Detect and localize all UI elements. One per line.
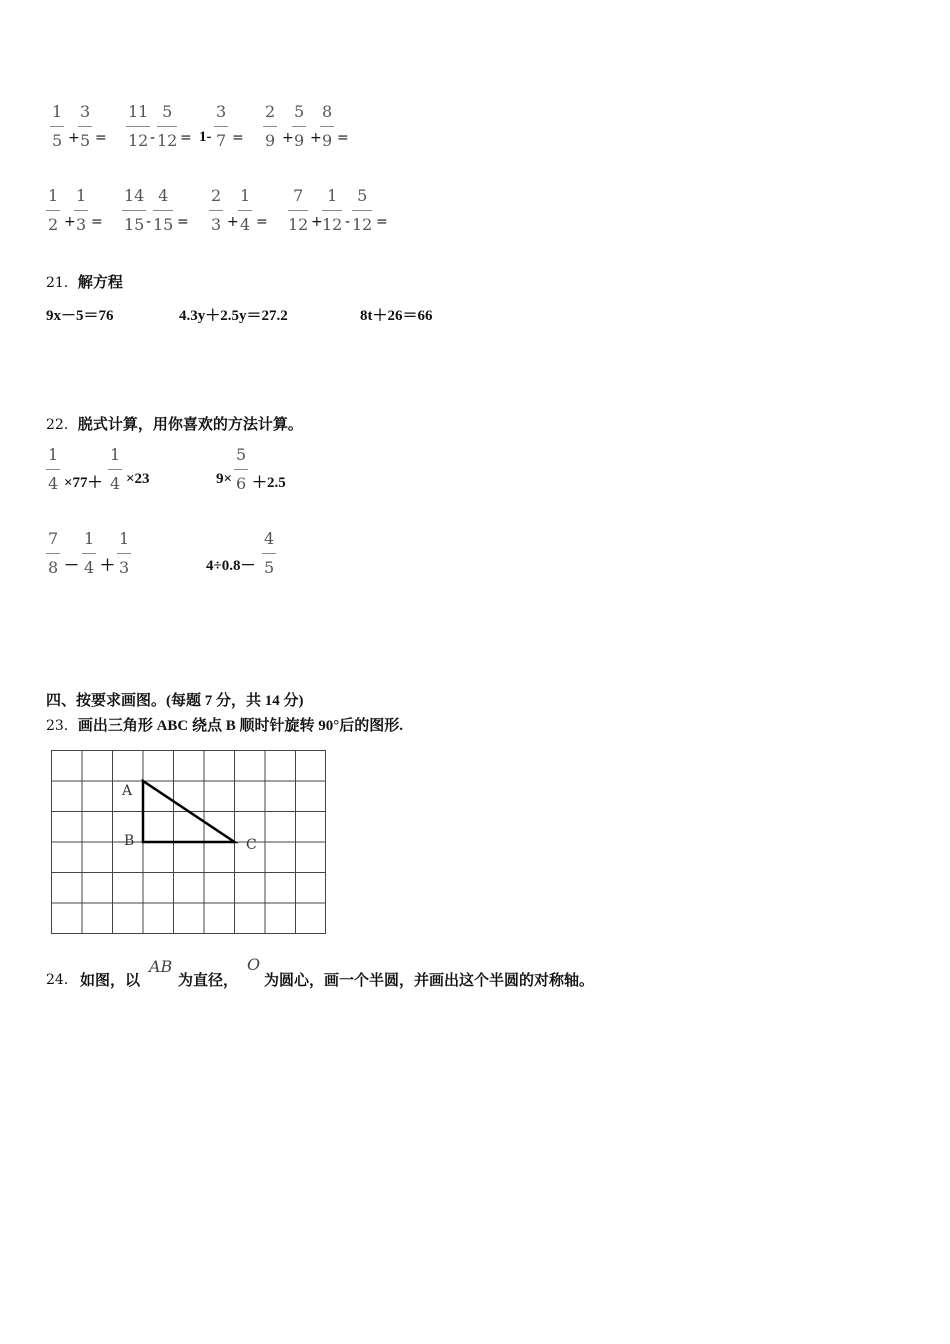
fraction: $\frac{1}{4}$ bbox=[84, 529, 95, 577]
minus-operator: - bbox=[146, 214, 152, 230]
q21-title: 解方程 bbox=[77, 275, 123, 291]
fraction: $\frac{7}{12}$ bbox=[288, 186, 309, 234]
plus-operator: + bbox=[282, 130, 294, 146]
q21-equation-2: 4.3y＋2.5y＝27.2 bbox=[179, 308, 288, 324]
equals-sign: = bbox=[376, 214, 388, 230]
fraction: $\frac{1}{5}$ bbox=[52, 102, 63, 150]
fraction: $\frac{1}{4}$ bbox=[240, 186, 251, 234]
q22-number: 22． bbox=[46, 417, 78, 433]
q22-heading bbox=[46, 413, 303, 434]
fraction: $\frac{11}{12}$ bbox=[128, 102, 149, 150]
fraction: $\frac{1}{2}$ bbox=[48, 186, 59, 234]
fraction: $\frac{8}{9}$ bbox=[322, 102, 333, 150]
fraction: $\frac{4}{5}$ bbox=[264, 529, 275, 577]
q24-point-o: O bbox=[247, 955, 261, 974]
q23-heading bbox=[46, 714, 403, 735]
fraction: $\frac{5}{9}$ bbox=[294, 102, 305, 150]
times-77-plus: ×77＋ bbox=[64, 475, 103, 491]
fraction: $\frac{14}{15}$ bbox=[124, 186, 145, 234]
vertex-label-a: A bbox=[122, 783, 133, 799]
plus-2-5: ＋2.5 bbox=[252, 475, 286, 491]
equals-sign: = bbox=[337, 130, 349, 146]
q21-equation-1: 9x－5＝76 bbox=[46, 308, 114, 324]
vertex-label-c: C bbox=[246, 837, 257, 853]
fraction: $\frac{4}{15}$ bbox=[153, 186, 174, 234]
fraction: $\frac{1}{4}$ bbox=[110, 445, 121, 493]
q21-heading bbox=[46, 271, 123, 292]
fraction: $\frac{5}{6}$ bbox=[236, 445, 247, 493]
fraction: $\frac{1}{3}$ bbox=[119, 529, 130, 577]
equals-sign: = bbox=[177, 214, 189, 230]
fraction: $\frac{3}{5}$ bbox=[80, 102, 91, 150]
q24-text-2: 为直径， bbox=[178, 973, 239, 989]
equals-sign: = bbox=[91, 214, 103, 230]
q23-grid-figure bbox=[50, 749, 328, 936]
fraction: $\frac{2}{9}$ bbox=[265, 102, 276, 150]
minus-operator: - bbox=[150, 130, 156, 146]
q24-number: 24． bbox=[46, 972, 78, 988]
equals-sign: = bbox=[95, 130, 107, 146]
fraction: $\frac{5}{12}$ bbox=[352, 186, 373, 234]
q24-text-3: 为圆心，画一个半圆，并画出这个半圆的对称轴。 bbox=[264, 973, 595, 989]
plus-operator: + bbox=[64, 214, 76, 230]
four-div-0-8-minus: 4÷0.8－ bbox=[206, 558, 256, 574]
section-4-title: 四、按要求画图。(每题 7 分，共 14 分) bbox=[46, 693, 304, 709]
equals-sign: = bbox=[180, 130, 192, 146]
fraction: $\frac{7}{8}$ bbox=[48, 529, 59, 577]
q23-number: 23． bbox=[46, 718, 78, 734]
plus-operator: ＋ bbox=[100, 558, 116, 574]
q21-number: 21． bbox=[46, 275, 78, 291]
plus-operator: + bbox=[310, 130, 322, 146]
times-23: ×23 bbox=[126, 471, 150, 487]
fraction: $\frac{5}{12}$ bbox=[157, 102, 178, 150]
vertex-label-b: B bbox=[124, 833, 135, 849]
equals-sign: = bbox=[232, 130, 244, 146]
plus-operator: + bbox=[311, 214, 323, 230]
fraction: $\frac{1}{12}$ bbox=[322, 186, 343, 234]
nine-times: 9× bbox=[216, 471, 233, 487]
plus-operator: + bbox=[227, 214, 239, 230]
q23-text: 画出三角形 ABC 绕点 B 顺时针旋转 90°后的图形. bbox=[77, 718, 404, 734]
plus-operator: + bbox=[68, 130, 80, 146]
q24-text-1: 如图，以 bbox=[80, 973, 141, 989]
q24-segment-ab: AB bbox=[149, 957, 173, 976]
one-minus: 1- bbox=[199, 129, 212, 145]
fraction: $\frac{1}{4}$ bbox=[48, 445, 59, 493]
q21-equation-3: 8t＋26＝66 bbox=[360, 308, 433, 324]
minus-operator: － bbox=[64, 558, 80, 574]
equals-sign: = bbox=[256, 214, 268, 230]
fraction: $\frac{1}{3}$ bbox=[76, 186, 87, 234]
q22-title: 脱式计算，用你喜欢的方法计算。 bbox=[77, 417, 303, 433]
minus-operator: - bbox=[345, 214, 351, 230]
fraction: $\frac{2}{3}$ bbox=[211, 186, 222, 234]
fraction: $\frac{3}{7}$ bbox=[216, 102, 227, 150]
